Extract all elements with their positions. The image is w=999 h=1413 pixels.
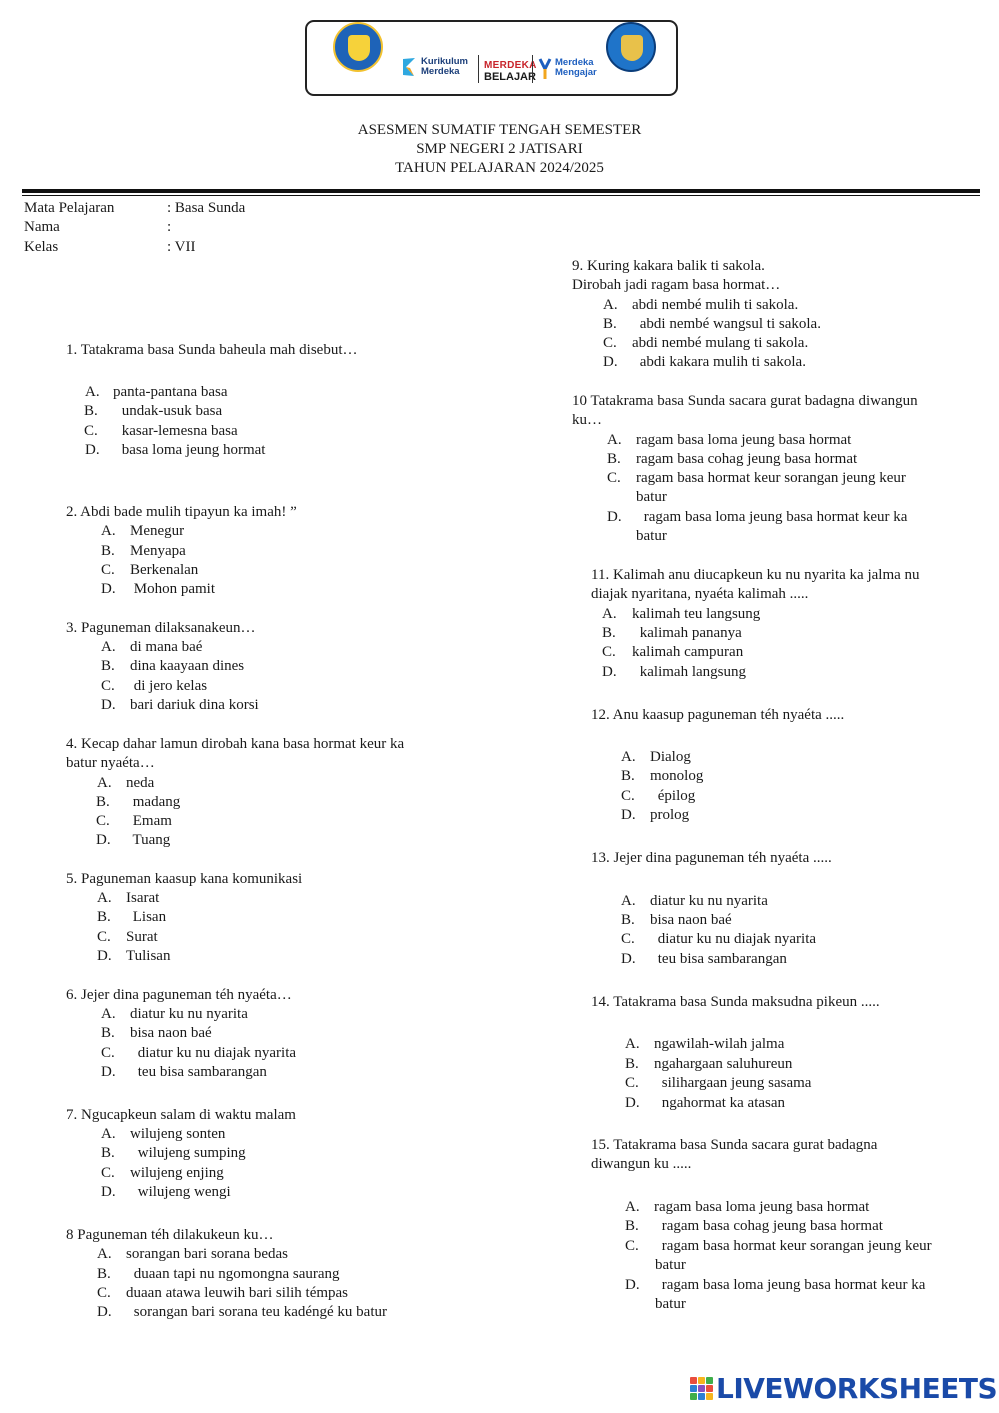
- option-letter: D.: [625, 1277, 640, 1293]
- question-text: ku…: [572, 412, 602, 429]
- answer-option[interactable]: [603, 315, 821, 334]
- option-text: abdi nembé wangsul ti sakola.: [636, 316, 821, 332]
- option-letter: A.: [101, 1006, 116, 1022]
- option-text: diatur ku nu nyarita: [650, 893, 768, 909]
- answer-option[interactable]: [621, 787, 696, 806]
- answer-option[interactable]: [101, 1183, 231, 1202]
- question-text: 10 Tatakrama basa Sunda sacara gurat badagna diwangun: [572, 393, 918, 409]
- option-letter: D.: [101, 1064, 116, 1080]
- option-text: dina kaayaan dines: [130, 658, 245, 674]
- option-text: ngahargaan saluhureun: [654, 1056, 793, 1072]
- answer-option[interactable]: [97, 1303, 387, 1322]
- answer-option[interactable]: [97, 1284, 349, 1303]
- option-text: ragam basa hormat keur sorangan jeung keur: [636, 470, 906, 486]
- answer-option[interactable]: [101, 657, 245, 676]
- option-text: kalimah pananya: [636, 625, 742, 641]
- field-label: Mata Pelajaran: [24, 200, 115, 216]
- option-text-continued: batur: [655, 1257, 686, 1274]
- option-letter: B.: [603, 316, 617, 332]
- field-value: : VII: [167, 239, 196, 255]
- question-text: 15. Tatakrama basa Sunda sacara gurat badagna: [591, 1137, 878, 1153]
- option-letter: C.: [621, 788, 635, 804]
- question-text: 11. Kalimah anu diucapkeun ku nu nyarita ka jalma nu: [591, 567, 920, 583]
- option-letter: D.: [97, 948, 112, 964]
- answer-option[interactable]: [101, 1044, 297, 1063]
- kurikulum-line2: Merdeka: [421, 66, 460, 77]
- option-text: bisa naon baé: [650, 912, 732, 928]
- liveworksheets-grid-icon: [690, 1377, 714, 1401]
- option-text: ngahormat ka atasan: [658, 1095, 786, 1111]
- answer-option[interactable]: [621, 767, 704, 786]
- answer-option[interactable]: [607, 469, 906, 488]
- option-text: Menyapa: [130, 543, 186, 559]
- exam-title: ASESMEN SUMATIF TENGAH SEMESTER: [357, 122, 642, 138]
- answer-option[interactable]: [625, 1074, 812, 1093]
- option-text: Tuang: [129, 832, 171, 848]
- option-letter: B.: [101, 658, 115, 674]
- option-letter: C.: [603, 335, 617, 351]
- answer-option[interactable]: [602, 624, 742, 643]
- answer-option[interactable]: [96, 812, 172, 831]
- answer-option[interactable]: [101, 638, 203, 657]
- option-text: diatur ku nu diajak nyarita: [134, 1045, 297, 1061]
- question-text: 7. Ngucapkeun salam di waktu malam: [66, 1107, 296, 1123]
- answer-option[interactable]: [97, 928, 158, 947]
- option-letter: A.: [603, 297, 618, 313]
- option-letter: B.: [101, 543, 115, 559]
- option-letter: B.: [607, 451, 621, 467]
- option-letter: A.: [97, 890, 112, 906]
- option-letter: C.: [602, 644, 616, 660]
- answer-option[interactable]: [101, 696, 259, 715]
- header-rule-thin: [22, 195, 980, 196]
- option-text: madang: [129, 794, 181, 810]
- option-text: di mana baé: [130, 639, 203, 655]
- option-text: bisa naon baé: [130, 1025, 212, 1041]
- option-text-continued: batur: [655, 1296, 686, 1313]
- answer-option[interactable]: [602, 605, 761, 624]
- field-subject: [24, 199, 245, 218]
- option-letter: A.: [621, 749, 636, 765]
- option-text: ragam basa cohag jeung basa hormat: [636, 451, 858, 467]
- answer-option[interactable]: [621, 748, 691, 767]
- answer-option[interactable]: [625, 1094, 786, 1113]
- option-letter: D.: [625, 1095, 640, 1111]
- answer-option[interactable]: [84, 402, 223, 421]
- answer-option[interactable]: [101, 1005, 248, 1024]
- option-text: Lisan: [129, 909, 167, 925]
- question-text: batur nyaéta…: [66, 755, 155, 772]
- option-letter: A.: [625, 1036, 640, 1052]
- option-letter: C.: [96, 813, 110, 829]
- answer-option[interactable]: [84, 422, 238, 441]
- option-letter: D.: [101, 1184, 116, 1200]
- option-text: Isarat: [126, 890, 160, 906]
- answer-option[interactable]: [101, 542, 186, 561]
- question-text: 5. Paguneman kaasup kana komunikasi: [66, 871, 303, 887]
- answer-option[interactable]: [101, 522, 185, 541]
- option-text: Dialog: [650, 749, 691, 765]
- option-letter: A.: [602, 606, 617, 622]
- option-letter: D.: [621, 951, 636, 967]
- kurikulum-merdeka-icon: [400, 55, 418, 79]
- answer-option[interactable]: [97, 889, 160, 908]
- option-text: kalimah campuran: [632, 644, 744, 660]
- answer-option[interactable]: [96, 793, 181, 812]
- option-letter: C.: [84, 423, 98, 439]
- option-letter: A.: [101, 639, 116, 655]
- answer-option[interactable]: [97, 1265, 340, 1284]
- answer-option[interactable]: [621, 950, 787, 969]
- answer-option[interactable]: [625, 1035, 785, 1054]
- answer-option[interactable]: [96, 831, 171, 850]
- option-letter: C.: [607, 470, 621, 486]
- question-text: 8 Paguneman téh dilakukeun ku…: [66, 1227, 274, 1243]
- field-class: [24, 238, 195, 257]
- option-text: kasar-lemesna basa: [118, 423, 238, 439]
- option-text: diatur ku nu nyarita: [130, 1006, 248, 1022]
- answer-option[interactable]: [85, 383, 228, 402]
- answer-option[interactable]: [621, 930, 817, 949]
- answer-option[interactable]: [101, 1125, 226, 1144]
- header-rule-thick: [22, 189, 980, 193]
- option-text: wilujeng sumping: [134, 1145, 246, 1161]
- option-letter: D.: [101, 697, 116, 713]
- answer-option[interactable]: [97, 1245, 289, 1264]
- academic-year: TAHUN PELAJARAN 2024/2025: [395, 160, 604, 176]
- answer-option[interactable]: [621, 911, 732, 930]
- question-text: 9. Kuring kakara balik ti sakola.: [572, 258, 765, 274]
- option-text-continued: batur: [636, 489, 667, 506]
- answer-option[interactable]: [621, 806, 690, 825]
- answer-option[interactable]: [625, 1217, 883, 1236]
- school-name: SMP NEGERI 2 JATISARI: [416, 141, 583, 157]
- option-letter: B.: [101, 1145, 115, 1161]
- field-value: : Basa Sunda: [167, 200, 246, 216]
- field-label: Nama: [24, 219, 60, 235]
- option-letter: D.: [621, 807, 636, 823]
- merdeka-belajar-line1: MERDEKA: [484, 60, 537, 71]
- answer-option[interactable]: [101, 580, 215, 599]
- question-text: 2. Abdi bade mulih tipayun ka imah! ”: [66, 504, 297, 520]
- option-letter: D.: [96, 832, 111, 848]
- answer-option[interactable]: [603, 296, 799, 315]
- option-text: abdi kakara mulih ti sakola.: [636, 354, 806, 370]
- answer-option[interactable]: [97, 947, 171, 966]
- question-text: Dirobah jadi ragam basa hormat…: [572, 277, 781, 294]
- answer-option[interactable]: [101, 1164, 224, 1183]
- question-text: 3. Paguneman dilaksanakeun…: [66, 620, 256, 636]
- answer-option[interactable]: [602, 643, 744, 662]
- option-text: ngawilah-wilah jalma: [654, 1036, 785, 1052]
- liveworksheets-wordmark: LIVEWORKSHEETS: [716, 1372, 998, 1405]
- option-letter: C.: [621, 931, 635, 947]
- option-letter: D.: [602, 664, 617, 680]
- option-text: wilujeng wengi: [134, 1184, 231, 1200]
- answer-option[interactable]: [603, 334, 809, 353]
- option-letter: C.: [101, 562, 115, 578]
- option-letter: C.: [101, 1045, 115, 1061]
- option-text: basa loma jeung hormat: [118, 442, 266, 458]
- option-text: abdi nembé mulih ti sakola.: [632, 297, 799, 313]
- option-text: silihargaan jeung sasama: [658, 1075, 812, 1091]
- question-text: 4. Kecap dahar lamun dirobah kana basa hormat keur ka: [66, 736, 405, 752]
- option-letter: D.: [85, 442, 100, 458]
- option-text: Mohon pamit: [130, 581, 215, 597]
- option-text: ragam basa loma jeung basa hormat keur ka: [640, 509, 908, 525]
- answer-option[interactable]: [621, 892, 768, 911]
- option-letter: B.: [621, 912, 635, 928]
- option-text: ragam basa hormat keur sorangan jeung keur: [658, 1238, 932, 1254]
- option-text: wilujeng sonten: [130, 1126, 226, 1142]
- answer-option[interactable]: [603, 353, 806, 372]
- kurikulum-line1: Kurikulum: [421, 56, 468, 67]
- option-text: teu bisa sambarangan: [134, 1064, 267, 1080]
- option-letter: B.: [97, 909, 111, 925]
- option-letter: A.: [85, 384, 100, 400]
- answer-option[interactable]: [101, 1144, 246, 1163]
- option-letter: C.: [101, 678, 115, 694]
- option-text: wilujeng enjing: [130, 1165, 224, 1181]
- answer-option[interactable]: [101, 677, 208, 696]
- answer-option[interactable]: [602, 663, 746, 682]
- kurikulum-merdeka-logo: [400, 55, 470, 81]
- answer-option[interactable]: [607, 431, 852, 450]
- answer-option[interactable]: [101, 1024, 212, 1043]
- option-letter: C.: [625, 1238, 639, 1254]
- option-letter: D.: [101, 581, 116, 597]
- answer-option[interactable]: [607, 508, 908, 527]
- merdeka-mengajar-line1: Merdeka: [555, 57, 594, 68]
- question-text: 12. Anu kaasup paguneman téh nyaéta .....: [591, 707, 845, 723]
- merdeka-belajar-logo: [478, 55, 537, 83]
- option-text: ragam basa loma jeung basa hormat keur ka: [658, 1277, 926, 1293]
- option-text: duaan tapi nu ngomongna saurang: [130, 1266, 340, 1282]
- option-text: diatur ku nu diajak nyarita: [654, 931, 817, 947]
- option-text: Menegur: [130, 523, 185, 539]
- option-letter: B.: [625, 1056, 639, 1072]
- option-text: bari dariuk dina korsi: [130, 697, 259, 713]
- question-text: diwangun ku .....: [591, 1156, 692, 1173]
- option-text: ragam basa loma jeung basa hormat: [636, 432, 852, 448]
- option-letter: D.: [607, 509, 622, 525]
- option-letter: A.: [607, 432, 622, 448]
- answer-option[interactable]: [625, 1276, 926, 1295]
- school-emblem-icon: [606, 22, 656, 72]
- option-letter: C.: [625, 1075, 639, 1091]
- option-text: sorangan bari sorana bedas: [126, 1246, 289, 1262]
- option-letter: A.: [101, 523, 116, 539]
- option-text: Berkenalan: [130, 562, 199, 578]
- option-letter: C.: [97, 929, 111, 945]
- answer-option[interactable]: [625, 1198, 870, 1217]
- option-letter: B.: [96, 794, 110, 810]
- merdeka-mengajar-icon: [538, 57, 552, 81]
- option-letter: C.: [97, 1285, 111, 1301]
- option-letter: A.: [625, 1199, 640, 1215]
- option-text: prolog: [650, 807, 690, 823]
- option-letter: A.: [621, 893, 636, 909]
- option-text: teu bisa sambarangan: [654, 951, 787, 967]
- option-text: Emam: [129, 813, 172, 829]
- question-text: 14. Tatakrama basa Sunda maksudna pikeun .....: [591, 994, 880, 1010]
- option-letter: B.: [602, 625, 616, 641]
- option-text: kalimah teu langsung: [632, 606, 761, 622]
- option-letter: D.: [603, 354, 618, 370]
- option-text: undak-usuk basa: [118, 403, 223, 419]
- field-name[interactable]: [24, 218, 171, 237]
- question-text: 1. Tatakrama basa Sunda baheula mah disebut…: [66, 342, 358, 358]
- option-letter: B.: [97, 1266, 111, 1282]
- option-letter: D.: [97, 1304, 112, 1320]
- answer-option[interactable]: [101, 1063, 267, 1082]
- merdeka-belajar-line2: BELAJAR: [484, 71, 536, 83]
- answer-option[interactable]: [625, 1055, 793, 1074]
- option-text: neda: [126, 775, 155, 791]
- option-letter: A.: [101, 1126, 116, 1142]
- answer-option[interactable]: [625, 1237, 932, 1256]
- option-text: panta-pantana basa: [113, 384, 228, 400]
- answer-option[interactable]: [101, 561, 199, 580]
- option-text: monolog: [650, 768, 704, 784]
- option-text: kalimah langsung: [636, 664, 746, 680]
- option-text: Tulisan: [126, 948, 171, 964]
- question-text: diajak nyaritana, nyaéta kalimah .....: [591, 586, 809, 603]
- merdeka-mengajar-logo: [532, 55, 603, 83]
- option-letter: A.: [97, 775, 112, 791]
- merdeka-mengajar-line2: Mengajar: [555, 67, 597, 78]
- tut-wuri-handayani-logo-icon: [333, 22, 383, 72]
- option-text: abdi nembé mulang ti sakola.: [632, 335, 809, 351]
- option-text: Surat: [126, 929, 158, 945]
- field-value: :: [167, 219, 172, 235]
- question-text: 6. Jejer dina paguneman téh nyaéta…: [66, 987, 292, 1003]
- answer-option[interactable]: [97, 774, 155, 793]
- option-letter: B.: [621, 768, 635, 784]
- option-letter: A.: [97, 1246, 112, 1262]
- option-text: épilog: [654, 788, 696, 804]
- answer-option[interactable]: [85, 441, 266, 460]
- option-text: ragam basa loma jeung basa hormat: [654, 1199, 870, 1215]
- option-letter: B.: [84, 403, 98, 419]
- option-text: duaan atawa leuwih bari silih témpas: [126, 1285, 349, 1301]
- option-text: di jero kelas: [130, 678, 208, 694]
- answer-option[interactable]: [607, 450, 858, 469]
- option-text-continued: batur: [636, 528, 667, 545]
- option-text: sorangan bari sorana teu kadéngé ku batur: [130, 1304, 387, 1320]
- answer-option[interactable]: [97, 908, 167, 927]
- option-letter: B.: [625, 1218, 639, 1234]
- question-text: 13. Jejer dina paguneman téh nyaéta .....: [591, 850, 832, 866]
- option-text: ragam basa cohag jeung basa hormat: [658, 1218, 883, 1234]
- option-letter: B.: [101, 1025, 115, 1041]
- option-letter: C.: [101, 1165, 115, 1181]
- field-label: Kelas: [24, 239, 59, 255]
